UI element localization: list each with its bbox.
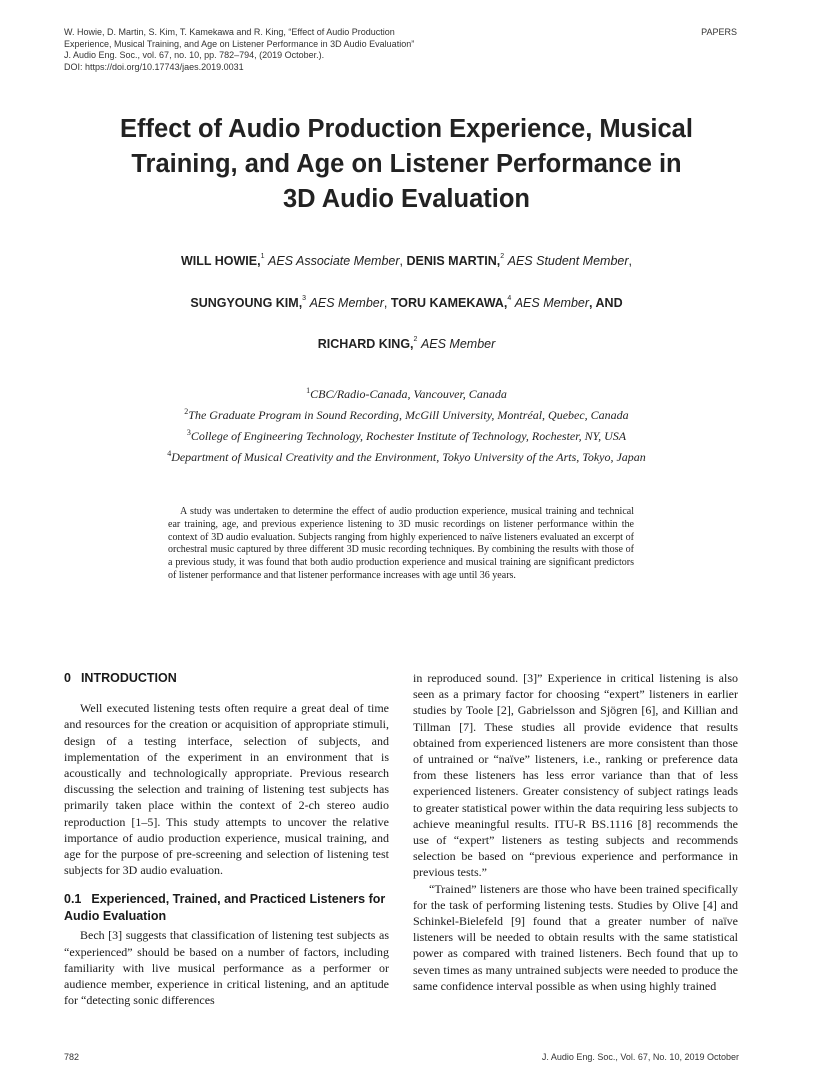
affiliation-number: 3 [186,428,191,437]
page-number: 782 [64,1052,80,1062]
author-role: AES Member [420,337,496,351]
author-separator: , [399,254,403,268]
author-affil-ref: 1 [260,253,265,260]
author-separator: , [628,254,633,268]
section-title: INTRODUCTION [80,671,177,685]
author-affil-ref: 4 [507,295,512,302]
affiliation-text: The Graduate Program in Sound Recording, McGill University, Montréal, Quebec, Canada [188,408,629,422]
section-number: 0 [64,671,71,685]
affiliation-number: 2 [184,407,189,416]
body-column-right [413,670,738,994]
citation-line: J. Audio Eng. Soc., vol. 67, no. 10, pp. 782–794, (2019 October.). [64,50,325,61]
affiliation-text: CBC/Radio-Canada, Vancouver, Canada [310,387,507,401]
title-line: Effect of Audio Production Experience, Musical [120,115,693,143]
author-affil-ref: 2 [413,336,418,343]
author-name: SUNGYOUNG KIM, [190,296,303,310]
subsection-title: Experienced, Trained, and Practiced Listeners for Audio Evaluation [64,892,386,924]
author-separator: , AND [589,296,623,310]
author-role: AES Associate Member [267,254,400,268]
affiliation [40,403,773,424]
subsection-paragraph: Bech [3] suggests that classification of listening test subjects as “experienced” should be based on a number of factors, including familiarity with live musical performance as a performer or audience member, experience in critical listening, and an aptitude for “detecting sonic differences [64,928,389,1008]
abstract: A study was undertaken to determine the effect of audio production experience, musical training and technical ear training, age, and previous experience listening to 3D music recordings on listener performance within the context of 3D audio evaluation. Subjects ranging from highly experienced to naïve listeners evaluated an excerpt of orchestral music captured by three different 3D music recording techniques. By combining the results with those of a previous study, it was found that both audio production experience and musical training are significant predictors of listener performance and that listener performance increases with age until 36 years. [168,506,634,581]
author-name: RICHARD KING, [317,337,414,351]
affiliation-number: 1 [306,386,311,395]
affiliation [40,424,773,445]
citation-line: Experience, Musical Training, and Age on Listener Performance in 3D Audio Evaluation” [64,38,415,49]
affiliation [40,382,773,403]
title-line: 3D Audio Evaluation [283,185,530,213]
author-name: WILL HOWIE, [180,254,261,268]
section-heading-introduction [64,670,389,686]
citation-line: W. Howie, D. Martin, S. Kim, T. Kamekawa and R. King, “Effect of Audio Production [64,27,395,37]
author-affil-ref: 2 [500,253,505,260]
affiliation [40,445,773,466]
section-label: PAPERS [701,27,737,37]
author-separator: , [383,296,388,310]
title-line: Training, and Age on Listener Performance in [131,150,682,178]
affiliation-text: Department of Musical Creativity and the Environment, Tokyo University of the Arts, Tokyo, Japan [171,450,646,464]
intro-paragraph: Well executed listening tests often require a great deal of time and resources for the creation or acquisition of appropriate stimuli, design of a testing interface, selection of subjects, and implementation of the experiment in an environment that is acoustically and technologically appropriate. Previous research discussing the selection and training of listening test subjects has primarily taken place within the context of 2-ch stereo audio reproduction [1–5]. This study attempts to uncover the relative importance of audio production experience, musical training, and age for the purpose of pre-screening and selection of listening test subjects for 3D audio evaluation. [64,701,389,878]
running-head-citation [64,27,544,73]
affiliation-text: College of Engineering Technology, Rochester Institute of Technology, Rochester, NY, USA [190,429,627,443]
author-line [40,253,773,268]
body-paragraph-continued: in reproduced sound. [3]” Experience in critical listening is also seen as a primary factor for choosing “expert” listeners in earlier studies by Toole [2], Gabrielsson and Sjögren [6], and Killian and Tillman [7]. These studies all provide evidence that results obtained from experienced listeners are more consistent than those of untrained or “naïve” listeners, i.e., ranking or preference data from these listeners has less error variance than that of less experienced listeners. Greater consistency of subject ratings leads to greater statistical power within the data requiring less subjects to achieve meaningful results. ITU-R BS.1116 [8] recommends the use of “expert” listeners as testing subjects and recommends selection be based on “previous experience and performance in previous tests.” [413,671,738,880]
affiliations [40,382,773,466]
body-paragraph: “Trained” listeners are those who have been trained specifically for the task of performing listening tests. Studies by Olive [4] and Schinkel-Bielefeld [9] found that a greater number of naïve listeners will be needed to obtain results with the same statistical power as compared with trained listeners. Bech found that up to seven times as many untrained subjects were needed to produce the same confidence interval possible as when using highly trained [413,881,738,993]
paper-title [40,112,773,217]
author-line [40,295,773,310]
body-column-left [64,670,389,1008]
author-role: AES Student Member [507,254,629,268]
subsection-heading [64,891,389,925]
author-affil-ref: 3 [302,295,307,302]
affiliation-number: 4 [167,449,172,458]
subsection-number: 0.1 [64,892,82,907]
author-name: TORU KAMEKAWA, [390,296,508,310]
author-name: DENIS MARTIN, [406,254,501,268]
author-role: AES Member [514,296,590,310]
doi-link[interactable]: DOI: https://doi.org/10.17743/jaes.2019.0031 [64,61,244,72]
author-role: AES Member [309,296,384,310]
journal-footer: J. Audio Eng. Soc., Vol. 67, No. 10, 2019 October [541,1052,739,1062]
author-line [40,336,773,351]
